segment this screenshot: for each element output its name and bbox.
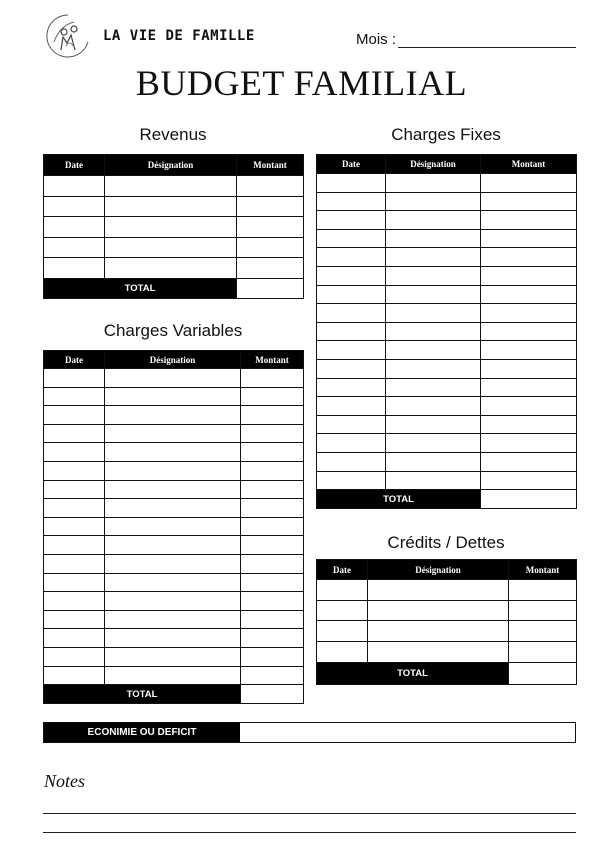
variables-amount-cell[interactable]	[241, 443, 304, 462]
fixes-designation-cell[interactable]	[386, 452, 481, 471]
variables-date-cell[interactable]	[44, 387, 105, 406]
fixes-designation-cell[interactable]	[386, 434, 481, 453]
fixes-amount-cell[interactable]	[481, 285, 577, 304]
credits-table-row	[317, 600, 577, 621]
fixes-date-cell[interactable]	[317, 434, 386, 453]
variables-table-row	[44, 480, 304, 499]
variables-date-cell[interactable]	[44, 499, 105, 518]
fixes-date-cell[interactable]	[317, 397, 386, 416]
revenus-designation-cell[interactable]	[105, 196, 237, 217]
fixes-date-cell[interactable]	[317, 471, 386, 490]
fixes-amount-cell[interactable]	[481, 304, 577, 323]
fixes-amount-header: Montant	[481, 155, 577, 174]
fixes-designation-cell[interactable]	[386, 322, 481, 341]
credits-amount-cell[interactable]	[509, 580, 577, 601]
variables-date-cell[interactable]	[44, 554, 105, 573]
fixes-table-row	[317, 174, 577, 193]
fixes-designation-cell[interactable]	[386, 211, 481, 230]
fixes-date-cell[interactable]	[317, 359, 386, 378]
fixes-date-cell[interactable]	[317, 415, 386, 434]
variables-date-cell[interactable]	[44, 610, 105, 629]
variables-table-row	[44, 443, 304, 462]
balance-row	[43, 722, 576, 743]
credits-amount-header: Montant	[509, 560, 577, 580]
fixes-designation-cell[interactable]	[386, 341, 481, 360]
variables-table-row	[44, 610, 304, 629]
revenus-designation-header: Désignation	[105, 155, 237, 176]
fixes-amount-cell[interactable]	[481, 341, 577, 360]
variables-amount-cell[interactable]	[241, 480, 304, 499]
fixes-date-cell[interactable]	[317, 211, 386, 230]
fixes-date-cell[interactable]	[317, 192, 386, 211]
variables-designation-cell[interactable]	[105, 424, 241, 443]
credits-dettes-table	[316, 559, 577, 685]
credits-date-cell[interactable]	[317, 621, 368, 642]
credits-designation-cell[interactable]	[368, 580, 509, 601]
revenus-designation-cell[interactable]	[105, 217, 237, 238]
revenus-date-cell[interactable]	[44, 176, 105, 197]
variables-date-cell[interactable]	[44, 461, 105, 480]
fixes-amount-cell[interactable]	[481, 266, 577, 285]
charges-variables-table	[43, 350, 304, 704]
revenus-table-row	[44, 237, 304, 258]
variables-amount-cell[interactable]	[241, 647, 304, 666]
variables-table-row	[44, 629, 304, 648]
credits-designation-header: Désignation	[368, 560, 509, 580]
variables-table-row	[44, 387, 304, 406]
variables-designation-cell[interactable]	[105, 406, 241, 425]
variables-date-cell[interactable]	[44, 592, 105, 611]
revenus-designation-cell[interactable]	[105, 237, 237, 258]
variables-date-cell[interactable]	[44, 369, 105, 388]
fixes-table-row	[317, 434, 577, 453]
credits-amount-cell[interactable]	[509, 621, 577, 642]
fixes-designation-cell[interactable]	[386, 174, 481, 193]
fixes-table-row	[317, 359, 577, 378]
variables-designation-cell[interactable]	[105, 647, 241, 666]
variables-table-row	[44, 592, 304, 611]
variables-designation-cell[interactable]	[105, 517, 241, 536]
variables-amount-cell[interactable]	[241, 387, 304, 406]
credits-date-cell[interactable]	[317, 600, 368, 621]
variables-table-row	[44, 499, 304, 518]
variables-designation-cell[interactable]	[105, 461, 241, 480]
variables-date-cell[interactable]	[44, 629, 105, 648]
variables-designation-header: Désignation	[105, 351, 241, 369]
variables-date-cell[interactable]	[44, 573, 105, 592]
notes-title: Notes	[44, 771, 86, 791]
revenus-date-cell[interactable]	[44, 217, 105, 238]
variables-date-cell[interactable]	[44, 406, 105, 425]
fixes-table-row	[317, 285, 577, 304]
fixes-designation-cell[interactable]	[386, 229, 481, 248]
variables-table-row	[44, 517, 304, 536]
fixes-date-cell[interactable]	[317, 378, 386, 397]
fixes-table-row	[317, 452, 577, 471]
fixes-amount-cell[interactable]	[481, 322, 577, 341]
fixes-table-row	[317, 471, 577, 490]
fixes-amount-cell[interactable]	[481, 378, 577, 397]
fixes-date-cell[interactable]	[317, 248, 386, 267]
fixes-table-row	[317, 266, 577, 285]
charges-variables-title: Charges Variables	[103, 321, 243, 340]
credits-designation-cell[interactable]	[368, 621, 509, 642]
variables-date-cell[interactable]	[44, 666, 105, 685]
fixes-date-cell[interactable]	[317, 322, 386, 341]
fixes-amount-cell[interactable]	[481, 359, 577, 378]
balance-value[interactable]	[240, 723, 575, 742]
revenus-designation-cell[interactable]	[105, 258, 237, 279]
fixes-amount-cell[interactable]	[481, 211, 577, 230]
brand-name: LA VIE DE FAMILLE	[103, 28, 255, 44]
variables-amount-cell[interactable]	[241, 536, 304, 555]
variables-total-label: TOTAL	[44, 685, 241, 704]
fixes-designation-cell[interactable]	[386, 285, 481, 304]
fixes-designation-cell[interactable]	[386, 248, 481, 267]
variables-amount-cell[interactable]	[241, 573, 304, 592]
variables-amount-cell[interactable]	[241, 406, 304, 425]
fixes-designation-cell[interactable]	[386, 266, 481, 285]
variables-designation-cell[interactable]	[105, 573, 241, 592]
fixes-amount-cell[interactable]	[481, 452, 577, 471]
fixes-designation-cell[interactable]	[386, 415, 481, 434]
notes-line[interactable]	[43, 832, 576, 833]
variables-date-cell[interactable]	[44, 424, 105, 443]
credits-amount-cell[interactable]	[509, 600, 577, 621]
fixes-amount-cell[interactable]	[481, 192, 577, 211]
credits-dettes-title: Crédits / Dettes	[387, 533, 505, 552]
variables-table-row	[44, 369, 304, 388]
fixes-amount-cell[interactable]	[481, 415, 577, 434]
revenus-amount-cell[interactable]	[237, 217, 304, 238]
fixes-table-row	[317, 415, 577, 434]
revenus-total-value[interactable]	[237, 278, 304, 298]
variables-designation-cell[interactable]	[105, 443, 241, 462]
variables-designation-cell[interactable]	[105, 499, 241, 518]
revenus-amount-header: Montant	[237, 155, 304, 176]
balance-label: ECONIMIE OU DEFICIT	[44, 723, 240, 742]
variables-total-value[interactable]	[241, 685, 304, 704]
fixes-date-cell[interactable]	[317, 266, 386, 285]
variables-designation-cell[interactable]	[105, 554, 241, 573]
family-logo-icon	[44, 12, 92, 60]
variables-designation-cell[interactable]	[105, 480, 241, 499]
variables-table-row	[44, 573, 304, 592]
variables-amount-cell[interactable]	[241, 610, 304, 629]
fixes-table-row	[317, 341, 577, 360]
fixes-designation-cell[interactable]	[386, 397, 481, 416]
revenus-date-cell[interactable]	[44, 196, 105, 217]
fixes-table-row	[317, 397, 577, 416]
fixes-date-cell[interactable]	[317, 285, 386, 304]
fixes-table-row	[317, 248, 577, 267]
variables-date-cell[interactable]	[44, 647, 105, 666]
variables-amount-cell[interactable]	[241, 517, 304, 536]
variables-amount-cell[interactable]	[241, 629, 304, 648]
charges-fixes-table	[316, 154, 577, 509]
revenus-amount-cell[interactable]	[237, 176, 304, 197]
variables-date-cell[interactable]	[44, 480, 105, 499]
variables-amount-cell[interactable]	[241, 666, 304, 685]
variables-table-row	[44, 554, 304, 573]
credits-table-row	[317, 621, 577, 642]
variables-amount-cell[interactable]	[241, 499, 304, 518]
fixes-table-row	[317, 211, 577, 230]
notes-line[interactable]	[43, 813, 576, 814]
fixes-amount-cell[interactable]	[481, 471, 577, 490]
fixes-total-label: TOTAL	[317, 490, 481, 509]
variables-amount-cell[interactable]	[241, 461, 304, 480]
revenus-amount-cell[interactable]	[237, 258, 304, 279]
variables-designation-cell[interactable]	[105, 666, 241, 685]
fixes-table-row	[317, 192, 577, 211]
fixes-amount-cell[interactable]	[481, 434, 577, 453]
variables-designation-cell[interactable]	[105, 629, 241, 648]
fixes-amount-cell[interactable]	[481, 174, 577, 193]
revenus-title: Revenus	[139, 125, 207, 144]
variables-table-row	[44, 424, 304, 443]
variables-table-row	[44, 461, 304, 480]
fixes-amount-cell[interactable]	[481, 229, 577, 248]
fixes-table-row	[317, 229, 577, 248]
fixes-date-header: Date	[317, 155, 386, 174]
fixes-amount-cell[interactable]	[481, 248, 577, 267]
variables-table-row	[44, 536, 304, 555]
fixes-designation-cell[interactable]	[386, 378, 481, 397]
fixes-designation-cell[interactable]	[386, 359, 481, 378]
revenus-table-row	[44, 258, 304, 279]
revenus-total-label: TOTAL	[44, 278, 237, 298]
credits-total-label: TOTAL	[317, 662, 509, 684]
revenus-amount-cell[interactable]	[237, 196, 304, 217]
fixes-table-row	[317, 378, 577, 397]
fixes-date-cell[interactable]	[317, 341, 386, 360]
credits-amount-cell[interactable]	[509, 642, 577, 663]
fixes-table-row	[317, 304, 577, 323]
revenus-table-row	[44, 196, 304, 217]
variables-date-cell[interactable]	[44, 443, 105, 462]
fixes-designation-cell[interactable]	[386, 192, 481, 211]
fixes-table-row	[317, 322, 577, 341]
fixes-designation-cell[interactable]	[386, 304, 481, 323]
fixes-designation-cell[interactable]	[386, 471, 481, 490]
fixes-designation-header: Désignation	[386, 155, 481, 174]
variables-designation-cell[interactable]	[105, 536, 241, 555]
fixes-date-cell[interactable]	[317, 304, 386, 323]
credits-designation-cell[interactable]	[368, 642, 509, 663]
fixes-date-cell[interactable]	[317, 452, 386, 471]
credits-designation-cell[interactable]	[368, 600, 509, 621]
variables-amount-cell[interactable]	[241, 592, 304, 611]
variables-amount-header: Montant	[241, 351, 304, 369]
variables-designation-cell[interactable]	[105, 387, 241, 406]
variables-table-row	[44, 666, 304, 685]
variables-table-row	[44, 406, 304, 425]
revenus-table-row	[44, 176, 304, 197]
variables-amount-cell[interactable]	[241, 554, 304, 573]
revenus-date-header: Date	[44, 155, 105, 176]
charges-fixes-title: Charges Fixes	[391, 125, 501, 144]
variables-amount-cell[interactable]	[241, 424, 304, 443]
revenus-table-row	[44, 217, 304, 238]
variables-date-cell[interactable]	[44, 536, 105, 555]
credits-date-header: Date	[317, 560, 368, 580]
credits-total-value[interactable]	[509, 662, 577, 684]
variables-table-row	[44, 647, 304, 666]
page-title: BUDGET FAMILIAL	[135, 63, 468, 103]
credits-date-cell[interactable]	[317, 580, 368, 601]
fixes-date-cell[interactable]	[317, 174, 386, 193]
variables-designation-cell[interactable]	[105, 610, 241, 629]
revenus-date-cell[interactable]	[44, 237, 105, 258]
credits-date-cell[interactable]	[317, 642, 368, 663]
variables-designation-cell[interactable]	[105, 369, 241, 388]
revenus-amount-cell[interactable]	[237, 237, 304, 258]
revenus-designation-cell[interactable]	[105, 176, 237, 197]
variables-amount-cell[interactable]	[241, 369, 304, 388]
fixes-date-cell[interactable]	[317, 229, 386, 248]
variables-date-header: Date	[44, 351, 105, 369]
credits-table-row	[317, 642, 577, 663]
revenus-date-cell[interactable]	[44, 258, 105, 279]
revenus-table	[43, 154, 304, 299]
month-label: Mois :	[356, 31, 397, 48]
month-field[interactable]	[398, 47, 576, 48]
fixes-amount-cell[interactable]	[481, 397, 577, 416]
variables-date-cell[interactable]	[44, 517, 105, 536]
fixes-total-value[interactable]	[481, 490, 577, 509]
variables-designation-cell[interactable]	[105, 592, 241, 611]
credits-table-row	[317, 580, 577, 601]
